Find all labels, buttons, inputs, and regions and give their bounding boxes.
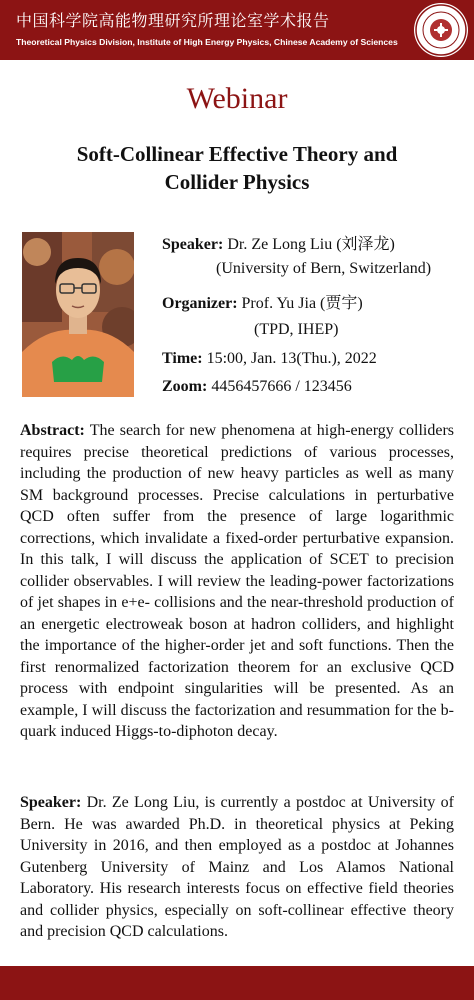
bio-text: Dr. Ze Long Liu, is currently a postdoc at University of Bern. He was awarded Ph.D. in theoretical physics at Peking University in 2016, and then employed as a postdoc at Johannes Gutenberg University of Mainz and Los Alamos National Laboratory. His research interests focus on effective field theories and collider physics, especially on soft-collinear effective theory and precision QCD calculations. [20,794,454,940]
abstract-text: The search for new phenomena at high-energy colliders requires precise theoretical predictions of various processes, including the production of new heavy particles as well as many SM background processes. Precise calculations in perturbative QCD often suffer from the presence of large logarithmic corrections, which invalidate a fixed-order perturbative expansion. In this talk, I will discuss the application of SCET to precision collider observables. I will review the leading-power factorizations of jet shapes in e+e- collisions and the near-threshold production of an energetic electroweak boson at hadron colliders, and highlight the importance of the higher-order jet and soft functions. Then the first renormalized factorization theorem for an exclusive QCD process with endpoint singularities will be presented. As an example, I will discuss the factorization and resummation for the b-quark induced Higgs-to-diphoton decay. [20,422,455,740]
footer-bar [0,966,474,1000]
speaker-bio-paragraph [20,792,454,943]
organizer-label: Organizer: [162,295,238,312]
header-bar [0,0,474,60]
talk-title-line2: Collider Physics [164,170,310,194]
speaker-label: Speaker: [162,236,224,253]
header-title-cn: 中国科学院高能物理研究所理论室学术报告 [16,11,330,30]
speaker-name: Dr. Ze Long Liu (刘泽龙) [227,236,395,253]
talk-title [20,140,454,196]
event-type: Webinar [186,82,288,115]
time-label: Time: [162,350,203,367]
zoom-line [162,378,352,396]
bio-label: Speaker: [20,794,82,811]
organizer-affiliation: (TPD, IHEP) [254,321,339,338]
organizer-line [162,290,363,313]
abstract-label: Abstract: [20,422,85,439]
speaker-line [162,231,395,254]
time-line [162,350,377,368]
abstract-paragraph [20,420,454,743]
header-subtitle: Theoretical Physics Division, Institute of High Energy Physics, Chinese Academy of Sciences [16,37,398,47]
speaker-affiliation: (University of Bern, Switzerland) [216,260,432,277]
zoom-label: Zoom: [162,378,208,395]
organizer-name: Prof. Yu Jia (贾宇) [241,295,363,312]
talk-title-line1: Soft-Collinear Effective Theory and [76,142,398,166]
ihep-seal-icon [414,3,468,57]
speaker-photo [22,232,134,397]
time-value: 15:00, Jan. 13(Thu.), 2022 [206,350,377,367]
zoom-value: 4456457666 / 123456 [211,378,352,395]
